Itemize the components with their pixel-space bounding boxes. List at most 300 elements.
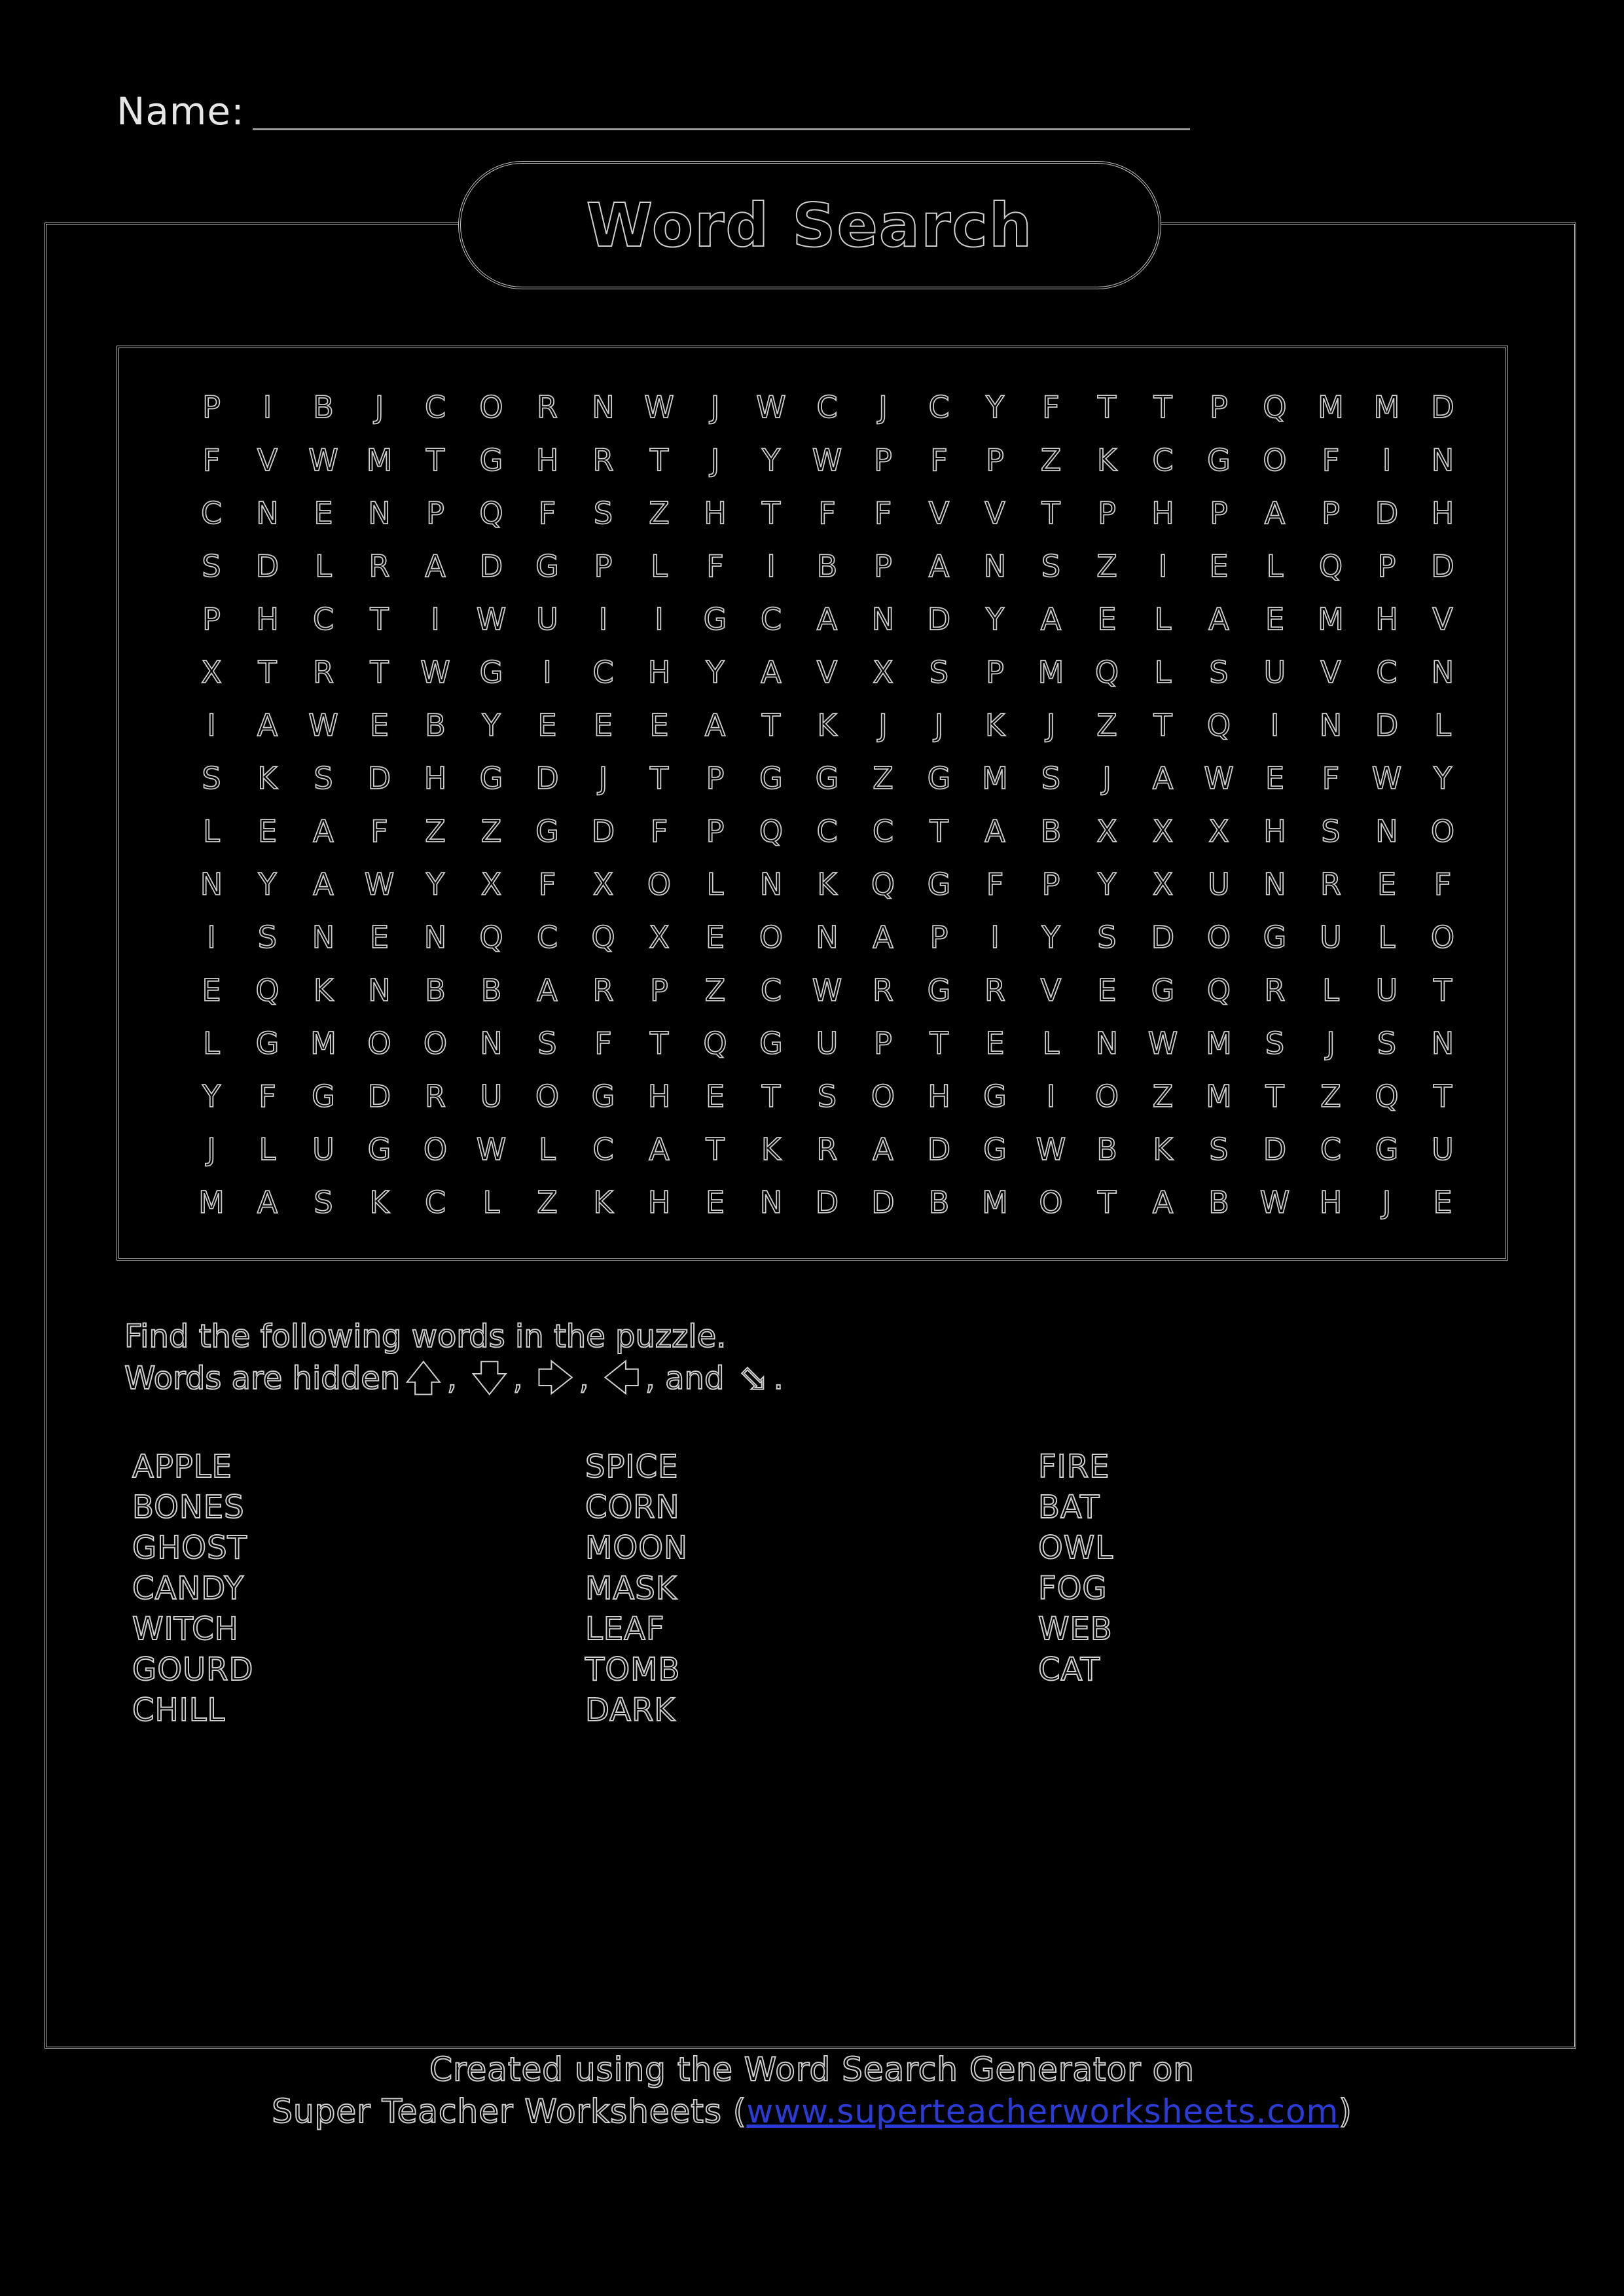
- grid-letter[interactable]: I: [1158, 548, 1168, 584]
- grid-letter[interactable]: J: [207, 1132, 216, 1167]
- grid-letter[interactable]: M: [1038, 655, 1064, 690]
- grid-letter[interactable]: G: [759, 1026, 783, 1061]
- grid-letter[interactable]: M: [982, 761, 1008, 796]
- grid-letter[interactable]: K: [369, 1185, 389, 1220]
- grid-letter[interactable]: X: [480, 867, 502, 902]
- grid-letter[interactable]: D: [815, 1185, 839, 1220]
- grid-letter[interactable]: G: [983, 1132, 1007, 1167]
- grid-letter[interactable]: W: [476, 601, 507, 637]
- grid-letter[interactable]: I: [431, 601, 440, 637]
- grid-letter[interactable]: Q: [1263, 389, 1287, 425]
- grid-letter[interactable]: W: [1036, 1132, 1066, 1167]
- grid-letter[interactable]: W: [812, 442, 842, 478]
- grid-letter[interactable]: D: [1375, 495, 1399, 531]
- grid-letter[interactable]: M: [1206, 1079, 1232, 1114]
- grid-letter[interactable]: W: [812, 973, 842, 1008]
- grid-letter[interactable]: X: [592, 867, 614, 902]
- grid-letter[interactable]: L: [203, 814, 220, 849]
- grid-letter[interactable]: F: [874, 495, 892, 531]
- grid-letter[interactable]: D: [1263, 1132, 1287, 1167]
- grid-letter[interactable]: T: [649, 761, 669, 796]
- grid-letter[interactable]: G: [255, 1026, 280, 1061]
- grid-letter[interactable]: V: [257, 442, 278, 478]
- grid-letter[interactable]: U: [816, 1026, 839, 1061]
- grid-letter[interactable]: Z: [873, 761, 893, 796]
- grid-letter[interactable]: G: [1263, 920, 1287, 955]
- grid-letter[interactable]: W: [308, 442, 338, 478]
- grid-letter[interactable]: Y: [761, 442, 781, 478]
- grid-letter[interactable]: O: [1430, 814, 1455, 849]
- grid-letter[interactable]: P: [986, 655, 1004, 690]
- grid-letter[interactable]: V: [984, 495, 1005, 531]
- grid-letter[interactable]: E: [202, 973, 221, 1008]
- grid-letter[interactable]: Z: [1040, 442, 1062, 478]
- grid-letter[interactable]: P: [874, 548, 892, 584]
- grid-letter[interactable]: P: [1041, 867, 1060, 902]
- grid-letter[interactable]: C: [1320, 1132, 1342, 1167]
- grid-letter[interactable]: G: [479, 442, 503, 478]
- grid-letter[interactable]: Q: [759, 814, 784, 849]
- grid-letter[interactable]: C: [816, 389, 838, 425]
- grid-letter[interactable]: G: [479, 761, 503, 796]
- grid-letter[interactable]: K: [1096, 442, 1117, 478]
- grid-letter[interactable]: N: [759, 1185, 783, 1220]
- grid-letter[interactable]: Q: [479, 920, 503, 955]
- grid-letter[interactable]: O: [479, 389, 503, 425]
- grid-letter[interactable]: G: [983, 1079, 1007, 1114]
- grid-letter[interactable]: I: [1270, 708, 1280, 743]
- grid-letter[interactable]: N: [1263, 867, 1286, 902]
- grid-letter[interactable]: T: [1097, 1185, 1117, 1220]
- grid-letter[interactable]: E: [1097, 601, 1117, 637]
- grid-letter[interactable]: D: [591, 814, 615, 849]
- grid-letter[interactable]: M: [310, 1026, 336, 1061]
- grid-letter[interactable]: D: [255, 548, 280, 584]
- grid-letter[interactable]: Z: [1096, 548, 1117, 584]
- grid-letter[interactable]: E: [1265, 761, 1285, 796]
- grid-letter[interactable]: C: [592, 655, 614, 690]
- grid-letter[interactable]: H: [1263, 814, 1286, 849]
- grid-letter[interactable]: S: [314, 1185, 333, 1220]
- grid-letter[interactable]: F: [370, 814, 388, 849]
- grid-letter[interactable]: R: [873, 973, 893, 1008]
- grid-letter[interactable]: U: [1375, 973, 1398, 1008]
- grid-letter[interactable]: G: [535, 814, 559, 849]
- grid-letter[interactable]: P: [1322, 495, 1340, 531]
- grid-letter[interactable]: M: [366, 442, 393, 478]
- grid-letter[interactable]: Y: [202, 1079, 221, 1114]
- grid-letter[interactable]: U: [312, 1132, 334, 1167]
- grid-letter[interactable]: I: [767, 548, 776, 584]
- grid-letter[interactable]: O: [423, 1132, 448, 1167]
- grid-letter[interactable]: P: [874, 442, 892, 478]
- grid-letter[interactable]: E: [705, 1079, 725, 1114]
- grid-letter[interactable]: R: [984, 973, 1005, 1008]
- grid-letter[interactable]: G: [479, 655, 503, 690]
- grid-letter[interactable]: G: [591, 1079, 615, 1114]
- grid-letter[interactable]: N: [200, 867, 223, 902]
- grid-letter[interactable]: U: [1320, 920, 1342, 955]
- grid-letter[interactable]: A: [816, 601, 838, 637]
- grid-letter[interactable]: E: [705, 920, 725, 955]
- grid-letter[interactable]: J: [1102, 761, 1111, 796]
- grid-letter[interactable]: G: [367, 1132, 391, 1167]
- grid-letter[interactable]: X: [1096, 814, 1117, 849]
- grid-letter[interactable]: F: [259, 1079, 276, 1114]
- grid-letter[interactable]: T: [1153, 389, 1172, 425]
- grid-letter[interactable]: B: [425, 973, 446, 1008]
- grid-letter[interactable]: Y: [425, 867, 445, 902]
- grid-letter[interactable]: L: [1266, 548, 1284, 584]
- grid-letter[interactable]: P: [1377, 548, 1396, 584]
- grid-letter[interactable]: Z: [1320, 1079, 1341, 1114]
- grid-letter[interactable]: S: [202, 548, 221, 584]
- grid-letter[interactable]: V: [816, 655, 838, 690]
- grid-letter[interactable]: C: [424, 1185, 446, 1220]
- grid-letter[interactable]: T: [929, 1026, 948, 1061]
- grid-letter[interactable]: L: [1154, 601, 1172, 637]
- grid-letter[interactable]: W: [364, 867, 395, 902]
- grid-letter[interactable]: Q: [479, 495, 503, 531]
- grid-letter[interactable]: N: [871, 601, 895, 637]
- grid-letter[interactable]: Y: [985, 601, 1005, 637]
- grid-letter[interactable]: N: [759, 867, 783, 902]
- grid-letter[interactable]: A: [537, 973, 558, 1008]
- grid-letter[interactable]: N: [424, 920, 447, 955]
- grid-letter[interactable]: Z: [1152, 1079, 1174, 1114]
- grid-letter[interactable]: M: [982, 1185, 1008, 1220]
- grid-letter[interactable]: F: [650, 814, 668, 849]
- grid-letter[interactable]: T: [1265, 1079, 1284, 1114]
- grid-letter[interactable]: C: [312, 601, 334, 637]
- grid-letter[interactable]: F: [202, 442, 221, 478]
- grid-letter[interactable]: E: [985, 1026, 1005, 1061]
- grid-letter[interactable]: S: [817, 1079, 837, 1114]
- grid-letter[interactable]: L: [1042, 1026, 1060, 1061]
- grid-letter[interactable]: F: [1322, 761, 1340, 796]
- grid-letter[interactable]: Z: [649, 495, 670, 531]
- grid-letter[interactable]: D: [871, 1185, 895, 1220]
- grid-letter[interactable]: I: [543, 655, 552, 690]
- grid-letter[interactable]: I: [598, 601, 608, 637]
- grid-letter[interactable]: Q: [1375, 1079, 1399, 1114]
- grid-letter[interactable]: X: [1152, 867, 1174, 902]
- grid-letter[interactable]: S: [314, 761, 333, 796]
- grid-letter[interactable]: E: [1377, 867, 1397, 902]
- grid-letter[interactable]: F: [986, 867, 1004, 902]
- grid-letter[interactable]: Y: [482, 708, 501, 743]
- grid-letter[interactable]: A: [761, 655, 782, 690]
- grid-letter[interactable]: H: [647, 655, 671, 690]
- grid-letter[interactable]: F: [538, 867, 556, 902]
- grid-letter[interactable]: G: [535, 548, 559, 584]
- grid-letter[interactable]: S: [1041, 548, 1061, 584]
- grid-letter[interactable]: C: [536, 920, 558, 955]
- grid-letter[interactable]: S: [537, 1026, 557, 1061]
- grid-letter[interactable]: D: [1431, 548, 1454, 584]
- grid-letter[interactable]: V: [928, 495, 950, 531]
- grid-letter[interactable]: N: [368, 495, 391, 531]
- grid-letter[interactable]: Q: [1206, 708, 1231, 743]
- grid-letter[interactable]: V: [1432, 601, 1453, 637]
- grid-letter[interactable]: W: [1259, 1185, 1290, 1220]
- grid-letter[interactable]: U: [536, 601, 558, 637]
- grid-letter[interactable]: D: [1151, 920, 1175, 955]
- grid-letter[interactable]: P: [426, 495, 444, 531]
- grid-letter[interactable]: B: [313, 389, 334, 425]
- grid-letter[interactable]: A: [984, 814, 1005, 849]
- grid-letter[interactable]: A: [1264, 495, 1286, 531]
- grid-letter[interactable]: B: [816, 548, 838, 584]
- grid-letter[interactable]: Q: [1206, 973, 1231, 1008]
- grid-letter[interactable]: J: [710, 442, 720, 478]
- grid-letter[interactable]: Y: [706, 655, 725, 690]
- grid-letter[interactable]: W: [1371, 761, 1402, 796]
- grid-letter[interactable]: O: [871, 1079, 895, 1114]
- grid-letter[interactable]: O: [423, 1026, 448, 1061]
- grid-letter[interactable]: A: [313, 867, 334, 902]
- grid-letter[interactable]: H: [1375, 601, 1398, 637]
- grid-letter[interactable]: H: [424, 761, 447, 796]
- grid-letter[interactable]: C: [872, 814, 894, 849]
- grid-letter[interactable]: H: [256, 601, 279, 637]
- grid-letter[interactable]: P: [1210, 495, 1228, 531]
- grid-letter[interactable]: V: [1320, 655, 1341, 690]
- grid-letter[interactable]: I: [1382, 442, 1392, 478]
- grid-letter[interactable]: I: [990, 920, 1000, 955]
- grid-letter[interactable]: J: [1046, 708, 1056, 743]
- grid-letter[interactable]: P: [650, 973, 668, 1008]
- grid-letter[interactable]: N: [592, 389, 615, 425]
- grid-letter[interactable]: K: [1153, 1132, 1173, 1167]
- grid-letter[interactable]: C: [760, 601, 782, 637]
- grid-letter[interactable]: E: [369, 708, 389, 743]
- grid-letter[interactable]: J: [1326, 1026, 1335, 1061]
- grid-letter[interactable]: A: [704, 708, 726, 743]
- grid-letter[interactable]: N: [1319, 708, 1343, 743]
- grid-letter[interactable]: N: [1375, 814, 1398, 849]
- grid-letter[interactable]: D: [927, 601, 951, 637]
- grid-letter[interactable]: O: [1039, 1185, 1063, 1220]
- grid-letter[interactable]: J: [878, 389, 888, 425]
- grid-letter[interactable]: F: [1434, 867, 1452, 902]
- grid-letter[interactable]: I: [207, 920, 216, 955]
- grid-letter[interactable]: O: [367, 1026, 391, 1061]
- grid-letter[interactable]: P: [594, 548, 613, 584]
- grid-letter[interactable]: F: [706, 548, 724, 584]
- grid-letter[interactable]: C: [424, 389, 446, 425]
- grid-letter[interactable]: D: [367, 761, 391, 796]
- grid-letter[interactable]: A: [1040, 601, 1062, 637]
- grid-letter[interactable]: E: [314, 495, 333, 531]
- grid-letter[interactable]: L: [706, 867, 724, 902]
- grid-letter[interactable]: O: [759, 920, 784, 955]
- grid-letter[interactable]: Q: [255, 973, 280, 1008]
- grid-letter[interactable]: R: [1264, 973, 1286, 1008]
- grid-letter[interactable]: S: [1041, 761, 1061, 796]
- grid-letter[interactable]: Y: [258, 867, 277, 902]
- grid-letter[interactable]: P: [874, 1026, 892, 1061]
- grid-letter[interactable]: L: [203, 1026, 220, 1061]
- grid-letter[interactable]: C: [760, 973, 782, 1008]
- grid-letter[interactable]: I: [1046, 1079, 1056, 1114]
- grid-letter[interactable]: T: [370, 655, 389, 690]
- grid-letter[interactable]: P: [202, 601, 221, 637]
- grid-letter[interactable]: M: [198, 1185, 225, 1220]
- grid-letter[interactable]: B: [1040, 814, 1062, 849]
- grid-letter[interactable]: B: [425, 708, 446, 743]
- grid-letter[interactable]: D: [479, 548, 503, 584]
- footer-website-link[interactable]: www.superteacherworksheets.com: [746, 2092, 1339, 2130]
- grid-letter[interactable]: Q: [1094, 655, 1119, 690]
- grid-letter[interactable]: T: [649, 442, 669, 478]
- grid-letter[interactable]: S: [1209, 655, 1229, 690]
- grid-letter[interactable]: S: [593, 495, 613, 531]
- grid-letter[interactable]: B: [1096, 1132, 1117, 1167]
- grid-letter[interactable]: G: [1207, 442, 1231, 478]
- grid-letter[interactable]: A: [1152, 1185, 1174, 1220]
- grid-letter[interactable]: N: [256, 495, 279, 531]
- grid-letter[interactable]: K: [817, 708, 837, 743]
- grid-letter[interactable]: H: [704, 495, 727, 531]
- grid-letter[interactable]: H: [1431, 495, 1454, 531]
- grid-letter[interactable]: T: [1433, 1079, 1453, 1114]
- grid-letter[interactable]: S: [1321, 814, 1341, 849]
- grid-letter[interactable]: Z: [425, 814, 446, 849]
- grid-letter[interactable]: S: [1097, 920, 1117, 955]
- grid-letter[interactable]: L: [1434, 708, 1451, 743]
- grid-letter[interactable]: L: [1378, 920, 1396, 955]
- grid-letter[interactable]: S: [929, 655, 949, 690]
- grid-letter[interactable]: D: [927, 1132, 951, 1167]
- grid-letter[interactable]: Z: [480, 814, 502, 849]
- grid-letter[interactable]: P: [202, 389, 221, 425]
- grid-letter[interactable]: O: [1094, 1079, 1119, 1114]
- grid-letter[interactable]: C: [928, 389, 950, 425]
- grid-letter[interactable]: T: [929, 814, 948, 849]
- grid-letter[interactable]: L: [482, 1185, 500, 1220]
- grid-letter[interactable]: X: [1152, 814, 1174, 849]
- grid-letter[interactable]: H: [647, 1079, 671, 1114]
- grid-letter[interactable]: E: [537, 708, 557, 743]
- grid-letter[interactable]: P: [1210, 389, 1228, 425]
- grid-letter[interactable]: B: [1208, 1185, 1229, 1220]
- grid-letter[interactable]: C: [1376, 655, 1398, 690]
- grid-letter[interactable]: X: [873, 655, 893, 690]
- grid-letter[interactable]: C: [816, 814, 838, 849]
- grid-letter[interactable]: N: [983, 548, 1007, 584]
- grid-letter[interactable]: O: [1430, 920, 1455, 955]
- grid-letter[interactable]: C: [592, 1132, 614, 1167]
- grid-letter[interactable]: D: [367, 1079, 391, 1114]
- grid-letter[interactable]: G: [927, 973, 951, 1008]
- grid-letter[interactable]: N: [1431, 442, 1454, 478]
- grid-letter[interactable]: N: [480, 1026, 503, 1061]
- grid-letter[interactable]: Y: [1041, 920, 1060, 955]
- grid-letter[interactable]: N: [312, 920, 335, 955]
- grid-letter[interactable]: N: [1431, 1026, 1454, 1061]
- grid-letter[interactable]: T: [761, 708, 781, 743]
- grid-letter[interactable]: M: [1318, 601, 1344, 637]
- grid-letter[interactable]: H: [1319, 1185, 1343, 1220]
- grid-letter[interactable]: G: [815, 761, 839, 796]
- grid-letter[interactable]: P: [929, 920, 948, 955]
- grid-letter[interactable]: O: [1206, 920, 1231, 955]
- grid-letter[interactable]: T: [649, 1026, 669, 1061]
- grid-letter[interactable]: T: [706, 1132, 725, 1167]
- grid-letter[interactable]: N: [1095, 1026, 1119, 1061]
- grid-letter[interactable]: X: [649, 920, 670, 955]
- grid-letter[interactable]: R: [1320, 867, 1341, 902]
- grid-letter[interactable]: R: [369, 548, 390, 584]
- grid-letter[interactable]: J: [878, 708, 888, 743]
- grid-letter[interactable]: U: [480, 1079, 503, 1114]
- grid-letter[interactable]: D: [535, 761, 559, 796]
- grid-letter[interactable]: S: [202, 761, 221, 796]
- grid-letter[interactable]: K: [984, 708, 1005, 743]
- grid-letter[interactable]: N: [1431, 655, 1454, 690]
- grid-letter[interactable]: A: [257, 1185, 278, 1220]
- grid-letter[interactable]: F: [538, 495, 556, 531]
- grid-letter[interactable]: E: [1265, 601, 1285, 637]
- grid-letter[interactable]: E: [1433, 1185, 1453, 1220]
- grid-letter[interactable]: G: [759, 761, 783, 796]
- grid-letter[interactable]: K: [761, 1132, 782, 1167]
- grid-letter[interactable]: A: [873, 1132, 893, 1167]
- grid-letter[interactable]: A: [1208, 601, 1229, 637]
- grid-letter[interactable]: O: [647, 867, 672, 902]
- grid-letter[interactable]: T: [370, 601, 389, 637]
- grid-letter[interactable]: I: [262, 389, 272, 425]
- grid-letter[interactable]: J: [374, 389, 384, 425]
- grid-letter[interactable]: L: [259, 1132, 276, 1167]
- grid-letter[interactable]: J: [710, 389, 720, 425]
- name-line[interactable]: [253, 128, 1190, 130]
- grid-letter[interactable]: A: [873, 920, 893, 955]
- grid-letter[interactable]: R: [592, 442, 614, 478]
- grid-letter[interactable]: S: [1209, 1132, 1229, 1167]
- grid-letter[interactable]: S: [257, 920, 278, 955]
- grid-letter[interactable]: U: [1208, 867, 1230, 902]
- grid-letter[interactable]: D: [1431, 389, 1454, 425]
- grid-letter[interactable]: U: [1263, 655, 1286, 690]
- grid-letter[interactable]: W: [420, 655, 450, 690]
- grid-letter[interactable]: O: [535, 1079, 560, 1114]
- grid-letter[interactable]: K: [257, 761, 278, 796]
- grid-letter[interactable]: Z: [1096, 708, 1117, 743]
- grid-letter[interactable]: W: [1147, 1026, 1178, 1061]
- grid-letter[interactable]: Y: [985, 389, 1005, 425]
- grid-letter[interactable]: P: [986, 442, 1004, 478]
- grid-letter[interactable]: W: [644, 389, 674, 425]
- grid-letter[interactable]: F: [1042, 389, 1060, 425]
- grid-letter[interactable]: E: [1209, 548, 1229, 584]
- grid-letter[interactable]: G: [1375, 1132, 1399, 1167]
- grid-letter[interactable]: K: [593, 1185, 613, 1220]
- grid-letter[interactable]: Q: [1318, 548, 1343, 584]
- grid-letter[interactable]: T: [1433, 973, 1453, 1008]
- grid-letter[interactable]: M: [1318, 389, 1344, 425]
- grid-letter[interactable]: Q: [703, 1026, 727, 1061]
- grid-letter[interactable]: L: [1154, 655, 1172, 690]
- grid-letter[interactable]: Z: [704, 973, 726, 1008]
- grid-letter[interactable]: L: [539, 1132, 556, 1167]
- grid-letter[interactable]: G: [703, 601, 727, 637]
- grid-letter[interactable]: Z: [537, 1185, 558, 1220]
- grid-letter[interactable]: E: [1097, 973, 1117, 1008]
- grid-letter[interactable]: I: [207, 708, 216, 743]
- grid-letter[interactable]: K: [817, 867, 837, 902]
